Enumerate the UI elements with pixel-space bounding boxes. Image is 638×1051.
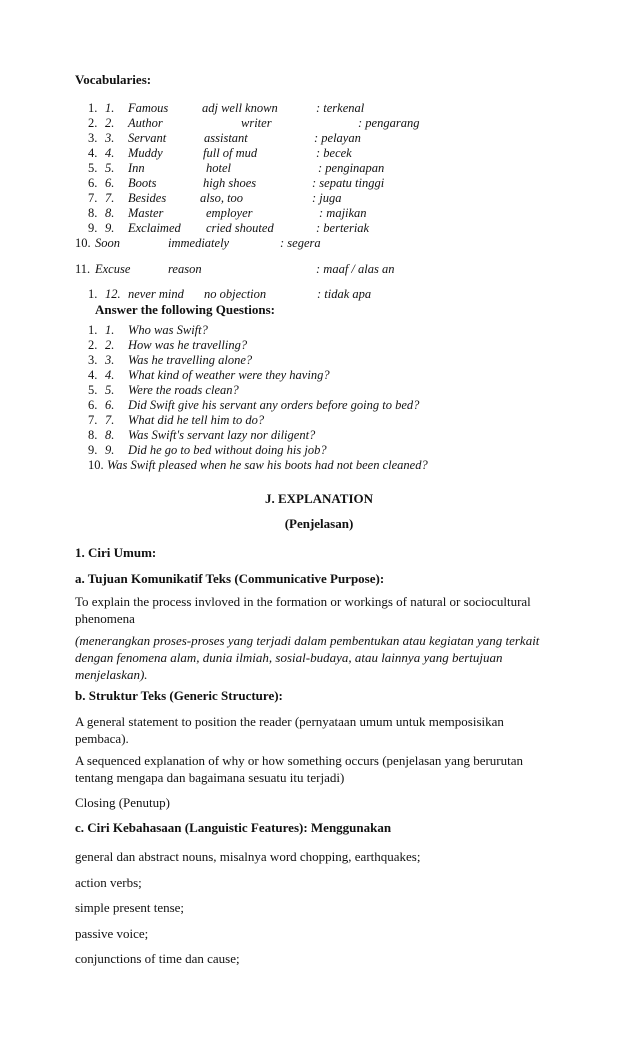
- question-item: 3. 3. Was he travelling alone?: [88, 353, 253, 367]
- vocab-item: 2. 2. Author writer : pengarang: [88, 116, 420, 130]
- vocab-item: 1. 1. Famous adj well known : terkenal: [88, 101, 365, 115]
- vocab-item: 3. 3. Servant assistant : pelayan: [88, 131, 361, 145]
- question-item: 5. 5. Were the roads clean?: [88, 383, 239, 397]
- generic-structure-item: A sequenced explanation of why or how something occurs (penjelasan yang berurutan tentang mengapa dan bagaimana sesuatu itu terjadi): [75, 753, 524, 785]
- linguistic-feature-item: action verbs;: [75, 875, 142, 890]
- generic-structure-item: Closing (Penutup): [75, 795, 170, 810]
- linguistic-feature-item: passive voice;: [75, 926, 149, 941]
- section-subtitle: (Penjelasan): [284, 516, 354, 531]
- linguistic-feature-item: conjunctions of time dan cause;: [75, 951, 240, 966]
- vocab-heading: Vocabularies:: [75, 72, 152, 87]
- question-item: 2. 2. How was he travelling?: [88, 338, 248, 352]
- question-item: 9. 9. Did he go to bed without doing his job?: [88, 443, 327, 457]
- questions-heading: Answer the following Questions:: [95, 302, 275, 317]
- linguistic-feature-item: general dan abstract nouns, misalnya word chopping, earthquakes;: [75, 849, 421, 864]
- vocab-item: 8. 8. Master employer : majikan: [88, 206, 367, 220]
- vocab-item: 1. 12. never mind no objection : tidak apa: [88, 287, 372, 301]
- question-item: 1. 1. Who was Swift?: [88, 323, 208, 337]
- question-item: 4. 4. What kind of weather were they having?: [88, 368, 330, 382]
- question-item: 8. 8. Was Swift's servant lazy nor diligent?: [88, 428, 316, 442]
- linguistic-features-heading: c. Ciri Kebahasaan (Languistic Features): Menggunakan: [75, 820, 392, 835]
- communicative-purpose-text: To explain the process invloved in the formation or workings of natural or sociocultural phenomena: [75, 594, 531, 626]
- section-title: J. EXPLANATION: [264, 491, 374, 506]
- vocab-item: 5. 5. Inn hotel : penginapan: [88, 161, 385, 175]
- vocab-item: 11. Excuse reason : maaf / alas an: [75, 262, 395, 276]
- question-item: 6. 6. Did Swift give his servant any orders before going to bed?: [88, 398, 420, 412]
- communicative-purpose-translation: (menerangkan proses-proses yang terjadi dalam pembentukan atau kegiatan yang terkait dengan fenomena alam, dunia ilmiah, sosial-budaya, atau lainnya yang bertujuan menjelaskan).: [75, 633, 540, 682]
- ciri-umum-heading: 1. Ciri Umum:: [75, 545, 157, 560]
- linguistic-feature-item: simple present tense;: [75, 900, 185, 915]
- vocab-item: 6. 6. Boots high shoes : sepatu tinggi: [88, 176, 385, 190]
- question-item: 7. 7. What did he tell him to do?: [88, 413, 265, 427]
- question-item: 10. Was Swift pleased when he saw his boots had not been cleaned?: [88, 458, 428, 472]
- generic-structure-heading: b. Struktur Teks (Generic Structure):: [75, 688, 283, 703]
- vocab-item: 9. 9. Exclaimed cried shouted : berteriak: [88, 221, 370, 235]
- communicative-purpose-heading: a. Tujuan Komunikatif Teks (Communicative Purpose):: [75, 571, 385, 586]
- vocab-item: 4. 4. Muddy full of mud : becek: [88, 146, 352, 160]
- generic-structure-item: A general statement to position the reader (pernyataan umum untuk memposisikan pembaca).: [75, 714, 504, 746]
- vocab-item: 10. Soon immediately : segera: [75, 236, 321, 250]
- vocab-item: 7. 7. Besides also, too : juga: [88, 191, 342, 205]
